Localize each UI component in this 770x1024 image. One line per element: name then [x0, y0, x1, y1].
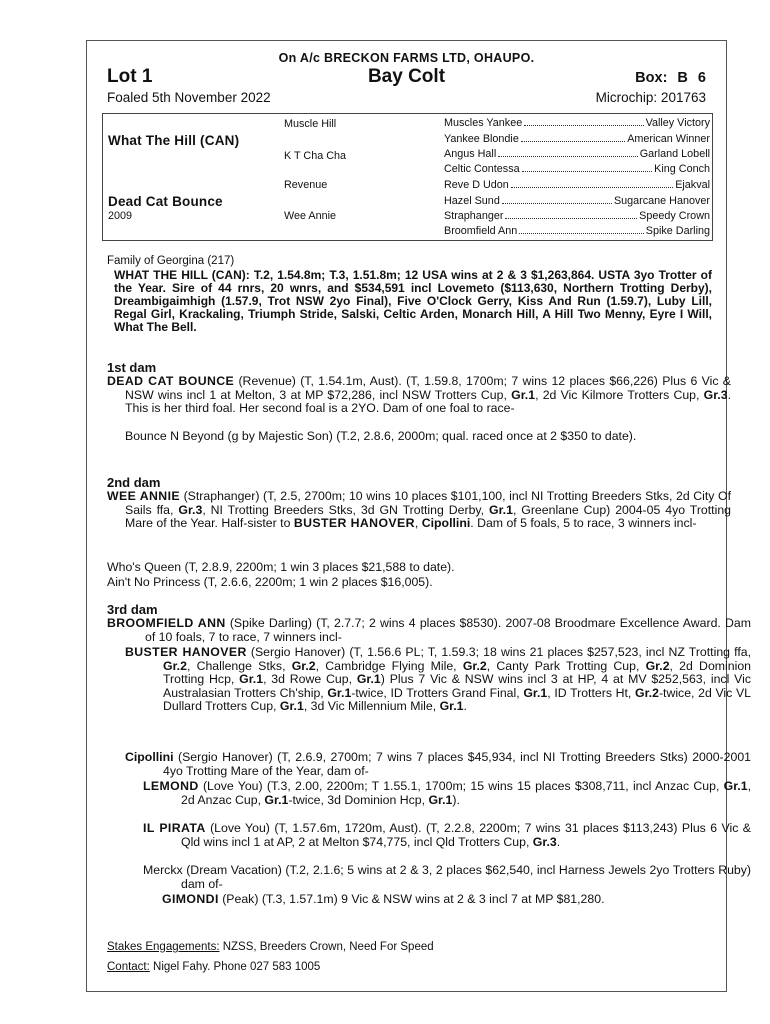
vendor-line: On A/c BRECKON FARMS LTD, OHAUPO.: [278, 51, 535, 65]
dam-year: 2009: [108, 210, 133, 222]
foaled-date: Foaled 5th November 2022: [107, 90, 271, 105]
sire-dam: K T Cha Cha: [284, 150, 347, 162]
merckx-entry: Merckx (Dream Vacation) (T.2, 2.1.6; 5 wins at 2 & 3, 2 places $62,540, incl Harness Jewels 2yo Trotters Ruby) dam of-: [143, 863, 751, 891]
buster-hanover-entry: BUSTER HANOVER (Sergio Hanover) (T, 1.56.6 PL; T, 1.59.3; 18 wins 21 places $257,523, incl NZ Trotting ffa, Gr.2, Challenge Stks, Gr.2, Cambridge Flying Mile, Gr.2, Canty Park Trotting Cup, Gr.2, 2d Dominion Trotting Hcp, Gr.1, 3d Rowe Cup, Gr.1) Plus 7 Vic & NSW wins incl 3 at HP, 4 at MV $252,563, incl Vic Australasian Trotters Ch'ship, Gr.1-twice, ID Trotters Grand Final, Gr.1, ID Trotters Ht, Gr.2-twice, 2d Vic VL Dullard Trotters Cup, Gr.1, 3d Vic Millennium Mile, Gr.1.: [125, 645, 752, 713]
pedigree-ggen-row: Celtic Contessa King Conch: [444, 163, 710, 175]
pedigree-ggen-row: Yankee Blondie American Winner: [444, 133, 710, 145]
contact-line: Contact: Nigel Fahy. Phone 027 583 1005: [107, 961, 321, 973]
pedigree-ggen-row: Reve D Udon Ejakval: [444, 179, 710, 191]
family-line: Family of Georgina (217): [107, 255, 235, 267]
first-dam-heading: 1st dam: [107, 360, 157, 375]
second-dam-entry: WEE ANNIE (Straphanger) (T, 2.5, 2700m; 10 wins 10 places $101,100, incl NI Trotting Breeders Stks, 2d City Of Sails ffa, Gr.3, NI Trotting Breeders Stks, 3d GN Trotting Derby, Gr.1, Greenlane Cup) 2004-05 4yo Trotting Mare of the Year. Half-sister to BUSTER HANOVER, Cipollini. Dam of 5 foals, 5 to race, 3 winners incl-: [107, 489, 732, 530]
catalogue-page: [86, 40, 752, 992]
second-dam-heading: 2nd dam: [107, 475, 161, 490]
cipollini-entry: Cipollini (Sergio Hanover) (T, 2.6.9, 2700m; 7 wins 7 places $45,934, incl NI Trotting Breeders Stks) 2000-2001 4yo Trotting Mare of the Year, dam of-: [125, 750, 751, 778]
sire-summary: WHAT THE HILL (CAN): T.2, 1.54.8m; T.3, 1.51.8m; 12 USA wins at 2 & 3 $1,263,864. USTA 3yo Trotter of the Year. Sire of 44 rnrs, 20 wnrs, and $534,591 incl Lovemeto ($113,630, Northern Trotting Derby), Dreambigaimhigh (1.57.9, Trot NSW 2yo Final), Five O'Clock Gerry, Kiss And Run (1.59.7), Luby Lill, Regal Girl, Krackaling, Triumph Stride, Salski, Celtic Arden, Monarch Hill, A Hill Two Menny, Eyre I Will, What The Bell.: [114, 268, 712, 334]
dam-name: Dead Cat Bounce: [108, 194, 223, 209]
first-dam-foal: Bounce N Beyond (g by Majestic Son) (T.2, 2.8.6, 2000m; qual. raced once at 2 $350 to date).: [125, 429, 637, 443]
pedigree-ggen-row: Broomfield Ann Spike Darling: [444, 225, 710, 237]
dam-sire: Revenue: [284, 179, 328, 191]
gimondi-entry: GIMONDI (Peak) (T.3, 1.57.1m) 9 Vic & NSW wins at 2 & 3 incl 7 at MP $81,280.: [162, 892, 605, 906]
pedigree-ggen-row: Angus Hall Garland Lobell: [444, 148, 710, 160]
box-number: Box: B 6: [635, 70, 706, 86]
sire-sire: Muscle Hill: [284, 118, 337, 130]
second-dam-foal: Ain't No Princess (T, 2.6.6, 2200m; 1 win 2 places $16,005).: [107, 575, 433, 589]
microchip-number: Microchip: 201763: [595, 90, 706, 105]
first-dam-entry: DEAD CAT BOUNCE (Revenue) (T, 1.54.1m, Aust). (T, 1.59.8, 1700m; 7 wins 12 places $66,226) Plus 6 Vic & NSW wins incl 1 at Melton, 3 at MP $72,286, incl NSW Trotters Cup, Gr.1, 2d Vic Kilmore Trotters Cup, Gr.3. This is her third foal. Her second foal is a 2YO. Dam of one foal to race-: [107, 374, 731, 415]
third-dam-heading: 3rd dam: [107, 602, 158, 617]
il-pirata-entry: IL PIRATA (Love You) (T, 1.57.6m, 1720m, Aust). (T, 2.2.8, 2200m; 7 wins 31 places $113,243) Plus 6 Vic & Qld wins incl 1 at AP, 2 at Melton $74,775, incl Qld Trotters Cup, Gr.3.: [143, 821, 751, 849]
pedigree-table: [102, 113, 713, 241]
second-dam-foal: Who's Queen (T, 2.8.9, 2200m; 1 win 3 places $21,588 to date).: [107, 560, 455, 574]
sire-name: What The Hill (CAN): [108, 133, 240, 148]
pedigree-ggen-row: Straphanger Speedy Crown: [444, 210, 710, 222]
lemond-entry: LEMOND (Love You) (T.3, 2.00, 2200m; T 1.55.1, 1700m; 15 wins 15 places $308,711, incl Anzac Cup, Gr.1, 2d Anzac Cup, Gr.1-twice, 3d Dominion Hcp, Gr.1).: [143, 779, 751, 807]
lot-number: Lot 1: [107, 66, 153, 87]
stakes-engagements: Stakes Engagements: NZSS, Breeders Crown, Need For Speed: [107, 941, 434, 953]
horse-description: Bay Colt: [367, 66, 446, 87]
pedigree-ggen-row: Hazel Sund Sugarcane Hanover: [444, 195, 710, 207]
third-dam-entry: BROOMFIELD ANN (Spike Darling) (T, 2.7.7; 2 wins 4 places $8530). 2007-08 Broodmare Excellence Award. Dam of 10 foals, 7 to race, 7 winners incl-: [107, 616, 752, 644]
dam-dam: Wee Annie: [284, 210, 337, 222]
pedigree-ggen-row: Muscles Yankee Valley Victory: [444, 117, 710, 129]
